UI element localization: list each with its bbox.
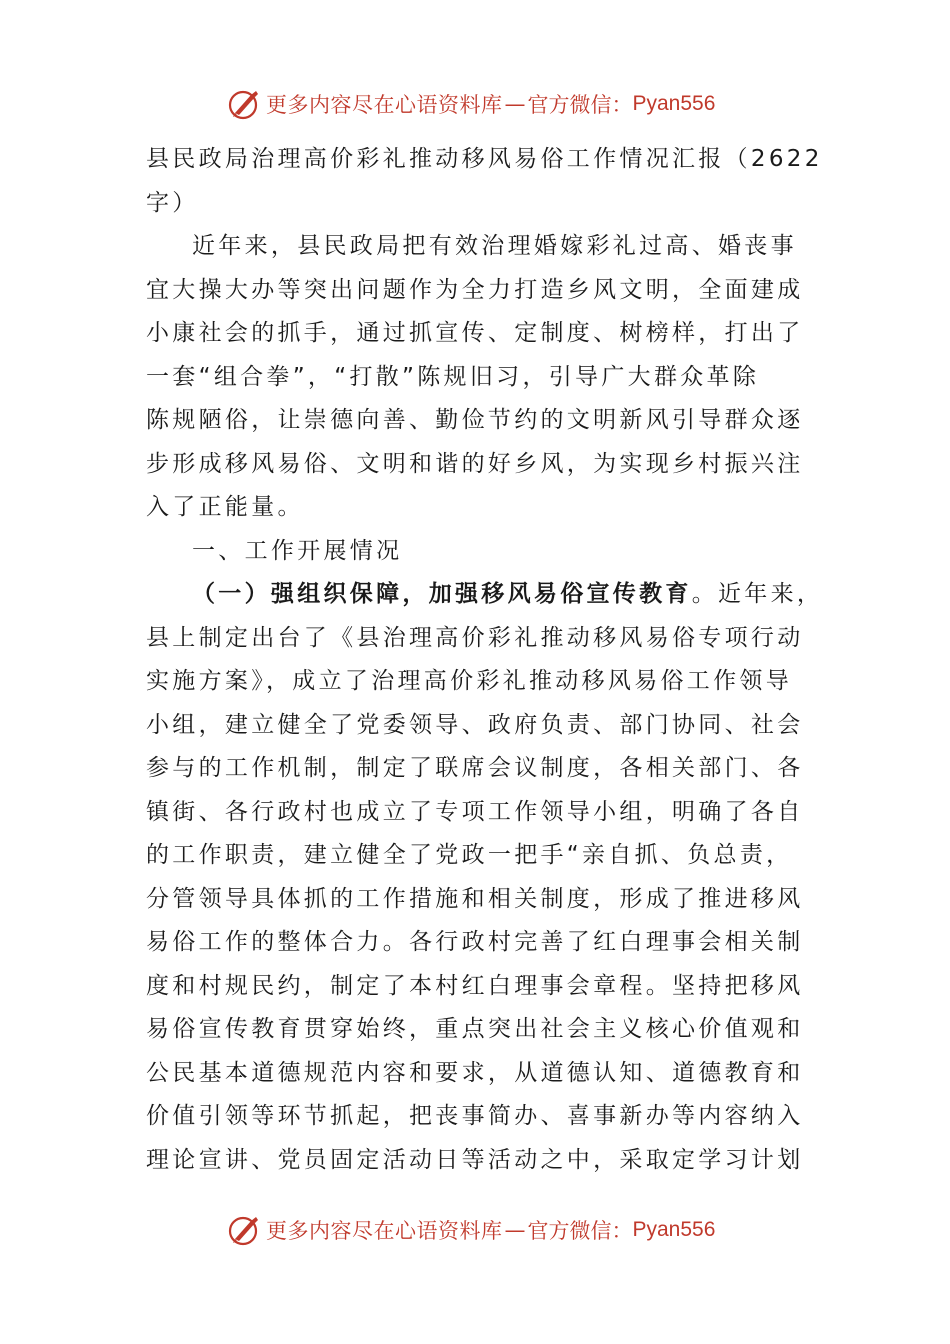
body-line-6: 的工作职责，建立健全了党政一把手“亲自抓、负总责，: [146, 842, 793, 868]
document-title-line-1: 县民政局治理高价彩礼推动移风易俗工作情况汇报（2622: [146, 146, 823, 172]
body-line-5: 镇街、各行政村也成立了专项工作领导小组，明确了各自: [146, 798, 804, 825]
sub-heading-line: [146, 573, 824, 617]
footer-wechat-id: Pyan556: [632, 1218, 716, 1241]
banner-contact-label: 官方微信：: [527, 93, 633, 117]
body-line-3: 小组，建立健全了党委领导、政府负责、部门协同、社会: [146, 711, 804, 738]
banner-brand-text: 更多内容尽在心语资料库: [266, 93, 503, 117]
intro-line-4: 一套“组合拳”，“打散”陈规旧习，引导广大群众革除: [146, 363, 760, 390]
document-title-line-2: 字）: [146, 189, 199, 216]
body-line-10: 易俗宣传教育贯穿始终，重点突出社会主义核心价值观和: [146, 1016, 804, 1042]
body-line-9: 度和村规民约，制定了本村红白理事会章程。坚持把移风: [146, 972, 804, 999]
banner-separator: —: [504, 92, 526, 116]
body-line-11: 公民基本道德规范内容和要求，从道德认知、道德教育和: [146, 1059, 804, 1086]
intro-line-2: 宜大操大办等突出问题作为全力打造乡风文明，全面建成: [146, 276, 804, 303]
pen-logo-icon: [226, 86, 262, 122]
body-line-7: 分管领导具体抓的工作措施和相关制度，形成了推进移风: [146, 885, 804, 912]
body-line-12: 价值引领等环节抓起，把丧事简办、喜事新办等内容纳入: [146, 1103, 804, 1129]
intro-line-7: 入了正能量。: [146, 494, 304, 520]
intro-line-5: 陈规陋俗，让崇德向善、勤俭节约的文明新风引导群众逐: [146, 407, 804, 433]
intro-line-3: 小康社会的抓手，通过抓宣传、定制度、树榜样，打出了: [146, 320, 804, 346]
header-banner: [226, 84, 715, 124]
body-line-13: 理论宣讲、党员固定活动日等活动之中，采取定学习计划: [146, 1146, 804, 1173]
footer-banner: [226, 1210, 715, 1250]
footer-brand-text: 更多内容尽在心语资料库: [266, 1219, 503, 1243]
section-heading: 一、工作开展情况: [192, 537, 403, 564]
banner-wechat-id: Pyan556: [632, 92, 716, 115]
footer-contact-label: 官方微信：: [527, 1219, 633, 1243]
footer-separator: —: [504, 1218, 526, 1242]
intro-line-6: 步形成移风易俗、文明和谐的好乡风，为实现乡村振兴注: [146, 450, 804, 477]
body-line-4: 参与的工作机制，制定了联席会议制度，各相关部门、各: [146, 755, 804, 781]
intro-line-1: 近年来，县民政局把有效治理婚嫁彩礼过高、婚丧事: [192, 233, 797, 259]
pen-logo-icon: [226, 1212, 262, 1248]
body-line-2: 实施方案》，成立了治理高价彩礼推动移风易俗工作领导: [146, 668, 792, 694]
body-line-8: 易俗工作的整体合力。各行政村完善了红白理事会相关制: [146, 929, 804, 955]
sub-heading-rest: 。近年来，: [691, 581, 824, 607]
sub-heading-bold: （一）强组织保障，加强移风易俗宣传教育: [192, 581, 692, 607]
body-line-1: 县上制定出台了《县治理高价彩礼推动移风易俗专项行动: [146, 624, 804, 651]
document-body: [146, 138, 824, 1182]
